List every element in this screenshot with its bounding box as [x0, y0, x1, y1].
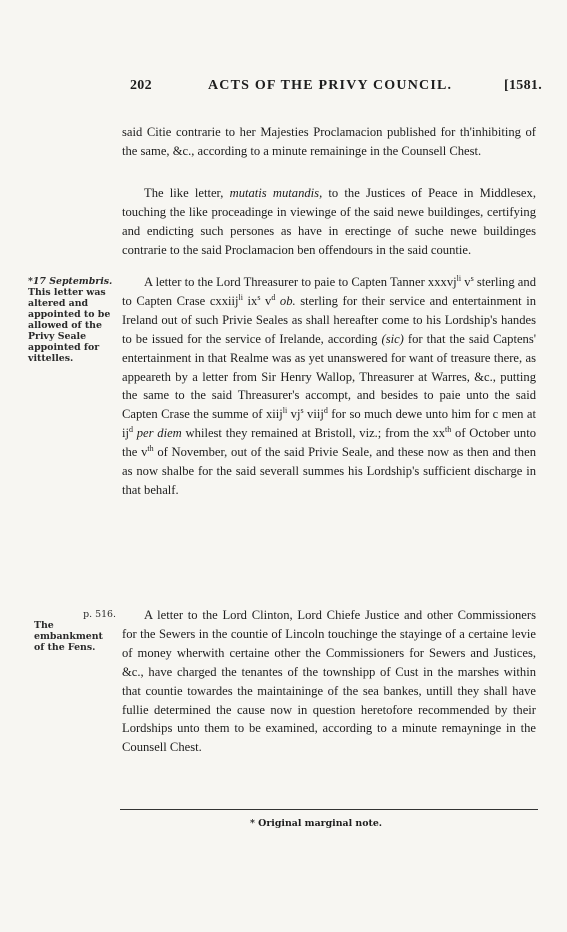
superscript: li	[456, 273, 462, 283]
superscript: s	[257, 292, 261, 302]
running-header	[122, 78, 542, 102]
text-run: for so much dewe unto him for c men at ij	[122, 407, 536, 441]
margin-note-reference: p. 516.	[83, 609, 116, 620]
paragraph-2	[122, 184, 536, 260]
text-run: sterling and to Capten Crase cxxiij	[122, 275, 536, 308]
italic-run: ob.	[275, 293, 296, 308]
superscript: s	[470, 273, 474, 283]
margin-note-date: *17 Septembris.	[28, 276, 113, 287]
paragraph-2-text	[122, 184, 536, 260]
superscript: s	[300, 406, 304, 416]
text-run: of November, out of the said Privie Seale, and these now as then and then as now shalbe for the said severall summes his Lordship's sufficient discharge in that behalf.	[122, 445, 536, 497]
latin-phrase: per diem	[133, 426, 182, 441]
header-year: [1581.	[504, 78, 542, 93]
paragraph-3-text	[122, 273, 536, 500]
margin-note-2	[34, 609, 116, 653]
margin-note-1	[28, 276, 120, 364]
margin-note-text: The embankment of the Fens.	[34, 620, 103, 653]
footnote-divider	[120, 809, 538, 810]
superscript: d	[271, 292, 276, 302]
superscript: li	[238, 292, 243, 302]
text-run: ix	[242, 293, 258, 308]
text-run: v	[461, 275, 471, 289]
margin-note-text: This letter was altered and appointed to be allowed of the Privy Seale appointed for vittelles.	[28, 287, 111, 364]
paragraph-2-part: The like letter,	[144, 186, 230, 200]
paragraph-2-part: to the Justices of Peace in Middlesex, touching the like proceadinge in viewinge of the said newe buildinges, certifying and endicting such persones as have in erectinge of suche newe buildinges contrarie to the said Proclamacion ben offendours in the said countie.	[122, 186, 536, 257]
text-run: A letter to the Lord Threasurer to paie to Capten Tanner xxxvj	[144, 275, 457, 289]
text-run: vj	[287, 407, 301, 422]
running-title: ACTS OF THE PRIVY COUNCIL.	[208, 78, 453, 93]
sic-note: (sic)	[381, 331, 404, 346]
text-run: of October unto the v	[122, 426, 536, 460]
footnote: * Original marginal note.	[250, 818, 383, 829]
superscript: th	[445, 425, 452, 435]
paragraph-3	[122, 273, 536, 500]
page-number: 202	[130, 78, 152, 93]
paragraph-4	[122, 606, 536, 757]
superscript: d	[323, 406, 328, 416]
text-run: viij	[303, 407, 324, 422]
text-run: whilest they remained at Bristoll, viz.; from the xx	[181, 426, 446, 441]
superscript: d	[129, 425, 133, 435]
paragraph-4-text: A letter to the Lord Clinton, Lord Chiefe Justice and other Commissioners for the Sewers in the countie of Lincoln touchinge the stayinge of a certaine levie of money wherwith certaine other the Commissioners for Sewers and Justices, &c., have charged the tenantes of the townshipp of Cust in the marshes within that countie towardes the maintaininge of the sea bankes, untill they shall have fullie determined the cause now in question heretofore recommended by their Lordships unto them to be examined, according to a minute remayninge in the Counsell Chest.	[122, 608, 536, 755]
paragraph-1-text: said Citie contrarie to her Majesties Proclamacion published for th'inhibiting of the same, &c., according to a minute remaininge in the Counsell Chest.	[122, 125, 536, 158]
text-run: for that the said Captens' entertainment in that Realme was as yet unanswered for want of treasure there, as appeareth by a letter from Sir Henry Wallop, Threasurer at Warres, &c., putting the same to the said Threasurer's accompt, and besides to paie unto the said Capten Crase the summe of xiij	[122, 331, 537, 422]
superscript: th	[147, 443, 154, 453]
superscript: li	[282, 406, 288, 416]
latin-phrase: mutatis mutandis,	[229, 186, 323, 200]
text-run: v	[260, 293, 272, 308]
text-run: sterling for their service and entertainment in Ireland out of such Privie Seales as shall hereafter come to his Lordship's handes to be issued for the service of Irelande, according	[122, 293, 536, 346]
paragraph-1	[122, 123, 536, 161]
